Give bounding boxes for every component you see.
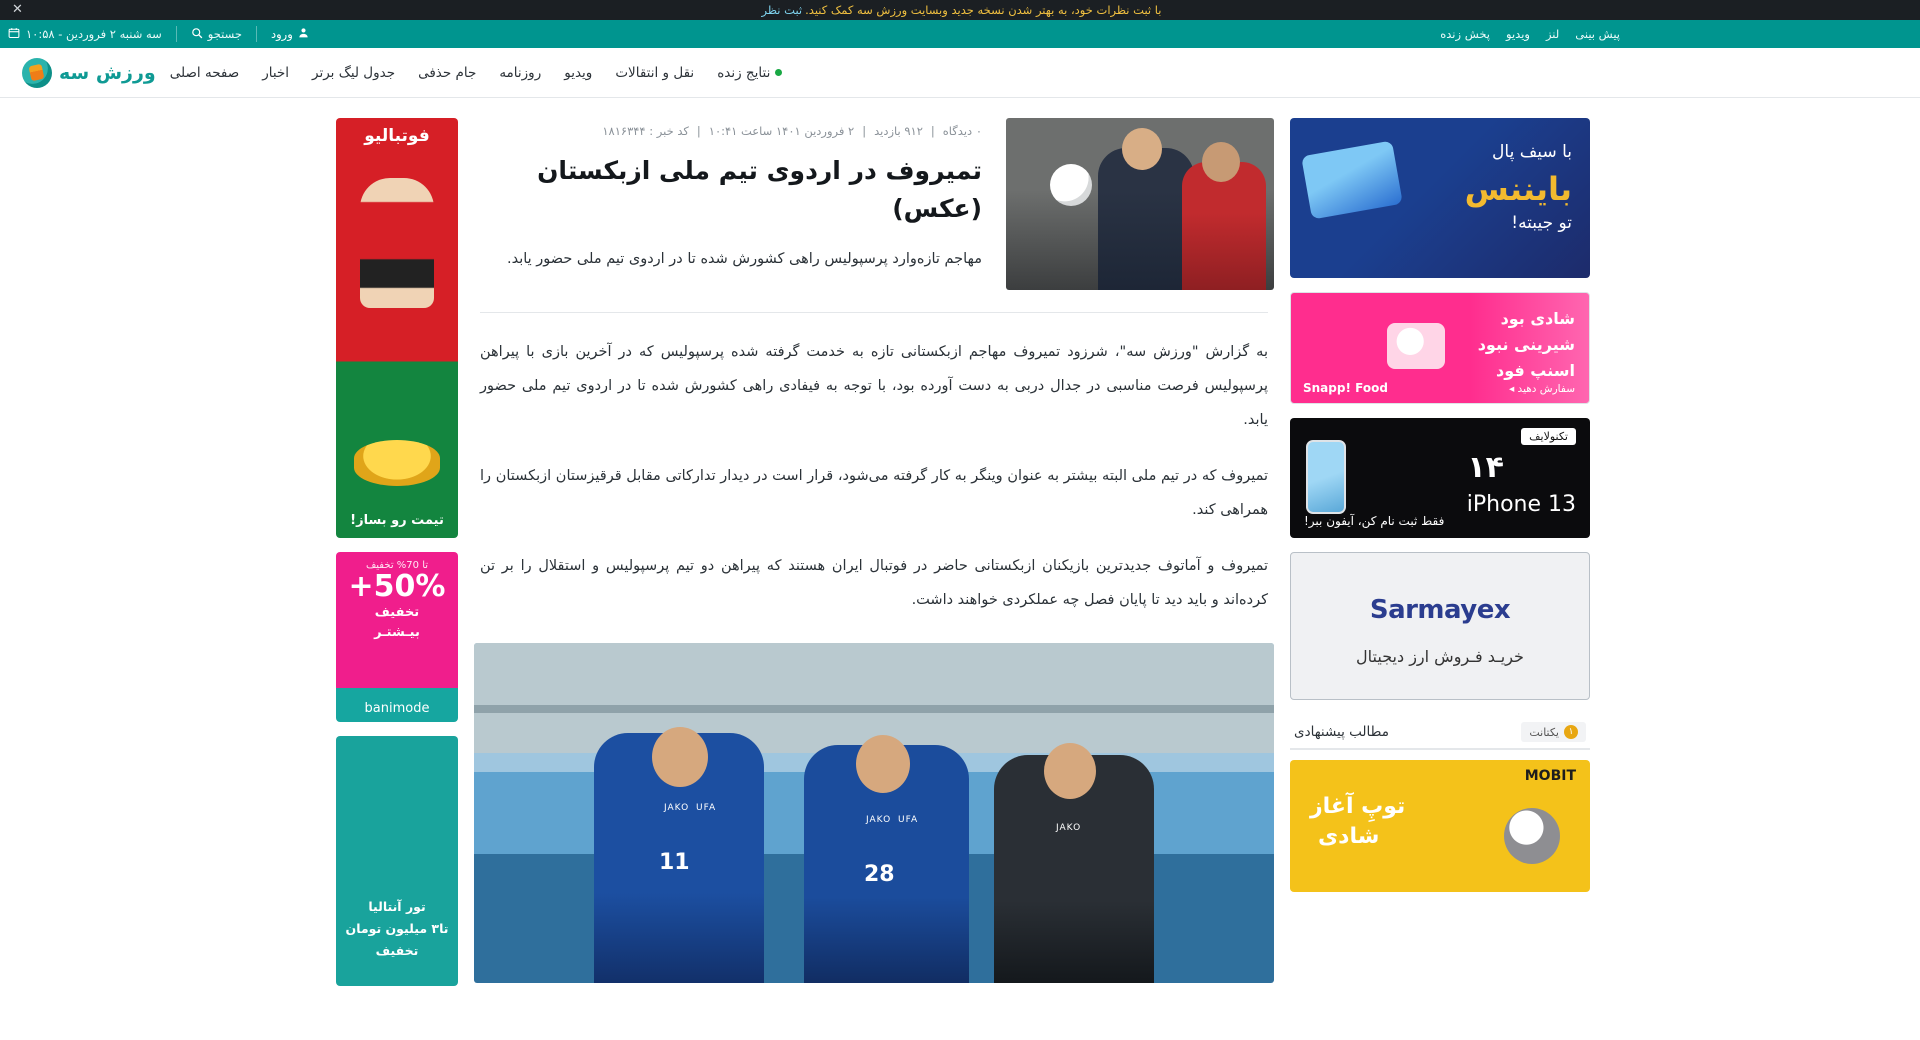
- nav-item-transfers[interactable]: نقل و انتقالات: [615, 64, 695, 81]
- ad-banimode-logo: banimode: [364, 701, 430, 716]
- nav-item-hazfi-cup[interactable]: جام حذفی: [418, 64, 477, 81]
- top-notice-bar: [0, 0, 1920, 20]
- article-thumbnail: [1006, 118, 1274, 290]
- close-icon[interactable]: ✕: [12, 2, 23, 17]
- ad-banimode-text2: بیـشتـر: [374, 625, 420, 640]
- article-comments: ۰ دیدگاه: [942, 124, 982, 138]
- main-navigation: [0, 48, 1920, 98]
- ad-snapp-logo: Snapp! Food: [1303, 381, 1388, 395]
- ad-snapp-line1: شادی بود: [1500, 309, 1575, 328]
- meta-separator: |: [862, 124, 867, 138]
- utility-link-3[interactable]: پخش زنده: [1440, 27, 1491, 41]
- ad-mobit[interactable]: [1290, 760, 1590, 892]
- podium-icon: [354, 440, 440, 486]
- ad-snapp-cta[interactable]: سفارش دهید ◂: [1508, 383, 1575, 395]
- article-column: [474, 118, 1274, 986]
- ad-binance[interactable]: [1290, 118, 1590, 278]
- utility-links: [1440, 27, 1620, 41]
- notice-text: با ثبت نظرات خود، به بهتر شدن نسخه جدید وبسایت ورزش سه کمک کنید.: [805, 3, 1162, 17]
- ad-snapp-line2: شیرینی نبود: [1477, 335, 1575, 354]
- nav-item-news[interactable]: اخبار: [262, 64, 290, 81]
- meta-separator: |: [696, 124, 701, 138]
- article-main-photo: [474, 643, 1274, 983]
- utility-link-1[interactable]: لنز: [1545, 27, 1560, 41]
- nav-items: [170, 65, 783, 81]
- kit-club-label: UFA: [898, 815, 919, 825]
- article-views: ۹۱۲ بازدید: [874, 124, 923, 138]
- nav-item-home[interactable]: صفحه اصلی: [169, 64, 240, 81]
- search-button[interactable]: [191, 27, 242, 42]
- kit-club-label: UFA: [696, 803, 717, 813]
- utility-link-0[interactable]: پیش بینی: [1575, 27, 1620, 41]
- article-date: ۲ فروردین ۱۴۰۱ ساعت ۱۰:۴۱: [708, 124, 855, 138]
- kit-brand-label: JAKO: [866, 815, 892, 825]
- nav-label-live-scores: نتایج زنده: [717, 64, 771, 81]
- kit-brand-label: JAKO: [664, 803, 690, 813]
- card-graphic-icon: [1301, 140, 1403, 219]
- site-logo[interactable]: [22, 58, 156, 88]
- divider: [256, 26, 257, 42]
- ad-binance-line1: با سیف پال: [1492, 142, 1572, 162]
- ad-mobit-line1: توپِ آغاز: [1310, 794, 1406, 819]
- article-header-row: [474, 118, 1274, 290]
- yektanet-badge[interactable]: [1521, 722, 1586, 742]
- sidebar-ads-right: [330, 118, 458, 986]
- ad-antalya-line2: تا۳ میلیون تومان: [345, 921, 449, 936]
- ad-footballive-title: فوتبالیو: [364, 126, 430, 146]
- sidebar-ads-left: [1290, 118, 1590, 986]
- article-code: کد خبر : ۱۸۱۶۳۴۴: [602, 124, 689, 138]
- divider: [480, 312, 1268, 313]
- ad-snappfood[interactable]: [1290, 292, 1590, 404]
- ad-antalya-line1: تور آنتالیا: [368, 899, 426, 914]
- ad-binance-line3: تو جیبته!: [1511, 213, 1572, 233]
- brand-text: ورزش سه: [59, 61, 156, 84]
- coin-icon: ۱: [1564, 725, 1578, 739]
- ad-snapp-line3: اسنپ فود: [1496, 361, 1575, 380]
- utility-left-group: [0, 20, 309, 48]
- meta-separator: |: [930, 124, 935, 138]
- ad-mobit-line2: شادی: [1318, 824, 1380, 849]
- page-body: [0, 98, 1920, 986]
- player-head: [1122, 128, 1162, 170]
- player-head: [856, 735, 910, 793]
- suggested-title: مطالب پیشنهادی: [1294, 724, 1389, 740]
- ad-antalya-tour[interactable]: [336, 736, 458, 986]
- ad-banimode-top: تا 70% تخفیف: [365, 560, 429, 571]
- ad-sarmayex-name: Sarmayex: [1369, 595, 1511, 625]
- player-head: [1044, 743, 1096, 799]
- varzesh3-logo-icon: [22, 58, 52, 88]
- phone-icon: [1306, 440, 1346, 514]
- utility-link-2[interactable]: ویدیو: [1506, 27, 1530, 41]
- page-title: تمیروف در اردوی تیم ملی ازبکستان (عکس): [537, 156, 982, 223]
- nav-item-live-scores[interactable]: [717, 65, 782, 81]
- kit-brand-label: JAKO: [1056, 823, 1082, 833]
- article-paragraph: تمیروف و آماتوف جدیدترین بازیکنان ازبکستانی حاضر در فوتبال ایران هستند که پیراهن دو تیم پرسپولیس و استقلال را بر تن کرده‌اند و باید دید تا پایان فصل چه عملکردی خواهند داشت.: [480, 558, 1268, 608]
- ad-footballive-sub: تیمت رو بساز!: [350, 513, 444, 528]
- article-paragraph: تمیروف که در تیم ملی البته بیشتر به عنوان وینگر به کار گرفته می‌شود، قرار است در دیدار تدارکاتی مقابل قرقیزستان ازبکستان را همراهی کند.: [480, 468, 1268, 518]
- login-button[interactable]: [271, 27, 309, 41]
- ad-technolife-iphone[interactable]: [1290, 418, 1590, 538]
- current-date: [8, 27, 162, 42]
- article-lead: مهاجم تازه‌وارد پرسپولیس راهی کشورش شده تا در اردوی تیم ملی حضور یابد.: [506, 251, 982, 267]
- earbuds-icon: [1504, 808, 1560, 864]
- calendar-icon: [8, 27, 20, 42]
- ad-iphone-model-number: ۱۴: [1467, 450, 1504, 485]
- suggested-header: [1290, 716, 1590, 750]
- ad-footballive[interactable]: [336, 118, 458, 538]
- login-label: ورود: [271, 27, 293, 41]
- yektanet-label: یکتانت: [1529, 725, 1559, 739]
- nav-item-league-table[interactable]: جدول لیگ برتر: [312, 64, 396, 81]
- jersey-number: 28: [864, 862, 895, 887]
- ad-iphone-name: iPhone 13: [1466, 492, 1576, 517]
- date-label: سه شنبه ۲ فروردین - ۱۰:۵۸: [26, 27, 162, 41]
- jersey-number: 11: [659, 850, 690, 875]
- ad-sarmayex-sub: خریـد فـروش ارز دیجیتال: [1356, 647, 1524, 666]
- ad-mobit-brand: MOBIT: [1524, 768, 1576, 784]
- divider: [176, 26, 177, 42]
- search-icon: [191, 27, 203, 42]
- search-label: جستجو: [207, 27, 242, 41]
- utility-bar: [0, 20, 1920, 48]
- player-head: [1202, 142, 1240, 182]
- live-dot-icon: [775, 69, 782, 76]
- notice-feedback-link[interactable]: ثبت نظر: [761, 3, 803, 17]
- ad-iphone-cta[interactable]: فقط ثبت نام کن، آیفون ببر!: [1304, 514, 1445, 528]
- user-icon: [298, 27, 309, 41]
- article-paragraph: به گزارش "ورزش سه"، شرزود تمیروف مهاجم ازبکستانی تازه به خدمت گرفته شده پرسپولیس که در آخرین بازی با پیراهن پرسپولیس فرصت مناسبی در جدال دربی به دست آورده بود، با توجه به فیفادی راهی کشورش شده تا در اردوی تیم ملی حضور یابد.: [480, 344, 1268, 428]
- nav-item-newspaper[interactable]: روزنامه: [499, 64, 542, 81]
- article-meta: [474, 118, 988, 138]
- nav-item-video[interactable]: ویدیو: [564, 64, 593, 81]
- football-icon: [1050, 164, 1092, 206]
- ad-sarmayex[interactable]: [1290, 552, 1590, 700]
- ad-banimode-text1: تخفیف: [374, 605, 420, 620]
- ad-iphone-brand: تکنولایف: [1521, 428, 1576, 445]
- ad-banimode-percent: 50%+: [348, 569, 446, 604]
- player-figure: [360, 178, 434, 308]
- ad-antalya-line3: تخفیف: [375, 943, 419, 958]
- cake-icon: [1387, 323, 1445, 369]
- ad-binance-line2: بایننس: [1464, 170, 1572, 208]
- article-body: [474, 335, 1274, 617]
- ad-banimode[interactable]: [336, 552, 458, 722]
- player-head: [652, 727, 708, 787]
